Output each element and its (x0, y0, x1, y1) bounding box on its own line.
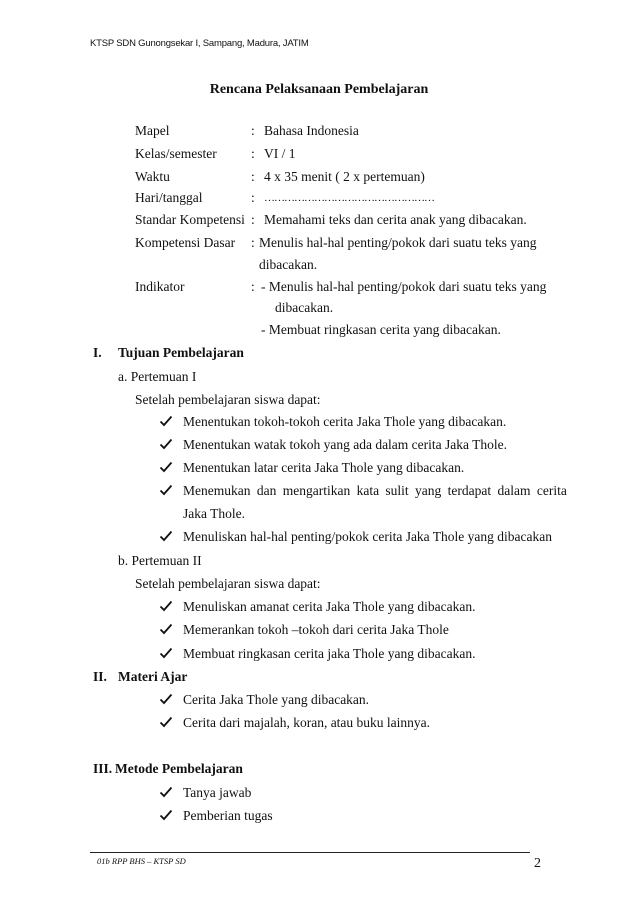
info-sep: : (251, 212, 255, 227)
objective-item: Menemukan dan mengartikan kata sulit yang terdapat dalam cerita (183, 483, 567, 498)
meeting-label-b: b. Pertemuan II (118, 553, 202, 568)
footer-text: 01b RPP BHS – KTSP SD (97, 856, 186, 866)
checkmark-icon (159, 715, 173, 729)
checkmark-icon (159, 622, 173, 636)
indikator-item-cont: dibacakan. (275, 300, 334, 315)
objective-item: Menentukan watak tokoh yang ada dalam cerita Jaka Thole. (183, 437, 508, 452)
info-label-indikator: Indikator (135, 279, 185, 294)
info-sep: : (251, 279, 255, 294)
info-label-mapel: Mapel (135, 123, 170, 138)
objective-item: Membuat ringkasan cerita jaka Thole yang dibacakan. (183, 646, 476, 661)
checkmark-icon (159, 437, 173, 451)
section-numeral: II. (93, 669, 107, 684)
checkmark-icon (159, 599, 173, 613)
objective-item-cont: Jaka Thole. (183, 506, 245, 521)
objective-item: Memerankan tokoh –tokoh dari cerita Jaka Thole (183, 622, 449, 637)
checkmark-icon (159, 808, 173, 822)
checkmark-icon (159, 460, 173, 474)
material-item: Cerita Jaka Thole yang dibacakan. (183, 692, 370, 707)
section-heading-metode: Metode Pembelajaran (115, 761, 243, 776)
checkmark-icon (159, 529, 173, 543)
method-item: Tanya jawab (183, 785, 252, 800)
footer-divider (90, 852, 530, 853)
info-label-kelas: Kelas/semester (135, 146, 217, 161)
info-value-kd: Menulis hal-hal penting/pokok dari suatu teks yang (259, 235, 537, 250)
checkmark-icon (159, 414, 173, 428)
info-sep: : (251, 146, 255, 161)
meeting-intro: Setelah pembelajaran siswa dapat: (135, 576, 321, 591)
meeting-intro: Setelah pembelajaran siswa dapat: (135, 392, 321, 407)
info-sep: : (251, 123, 255, 138)
info-label-waktu: Waktu (135, 169, 170, 184)
info-label-kd: Kompetensi Dasar (135, 235, 236, 250)
meeting-label-a: a. Pertemuan I (118, 369, 197, 384)
checkmark-icon (159, 785, 173, 799)
section-heading-materi: Materi Ajar (118, 669, 188, 684)
info-label-hari: Hari/tanggal (135, 190, 203, 205)
info-sep: : (251, 190, 255, 205)
info-value-kelas: VI / 1 (264, 146, 296, 161)
checkmark-icon (159, 692, 173, 706)
method-item: Pemberian tugas (183, 808, 273, 823)
running-header: KTSP SDN Gunongsekar I, Sampang, Madura, JATIM (90, 38, 309, 49)
checkmark-icon (159, 483, 173, 497)
material-item: Cerita dari majalah, koran, atau buku lainnya. (183, 715, 431, 730)
objective-item: Menentukan tokoh-tokoh cerita Jaka Thole yang dibacakan. (183, 414, 507, 429)
info-label-sk: Standar Kompetensi (135, 212, 245, 227)
info-value-sk: Memahami teks dan cerita anak yang dibacakan. (264, 212, 527, 227)
section-heading-tujuan: Tujuan Pembelajaran (118, 345, 244, 360)
objective-item: Menuliskan hal-hal penting/pokok cerita Jaka Thole yang dibacakan (183, 529, 553, 544)
info-value-waktu: 4 x 35 menit ( 2 x pertemuan) (264, 169, 425, 184)
info-sep: : (251, 169, 255, 184)
section-numeral: I. (93, 345, 102, 360)
indikator-item: - Membuat ringkasan cerita yang dibacakan. (261, 322, 501, 337)
objective-item: Menuliskan amanat cerita Jaka Thole yang dibacakan. (183, 599, 476, 614)
info-value-hari: …………………………………………… (264, 192, 434, 204)
objective-item: Menentukan latar cerita Jaka Thole yang dibacakan. (183, 460, 465, 475)
indikator-item: - Menulis hal-hal penting/pokok dari suatu teks yang (261, 279, 547, 294)
info-sep: : (251, 235, 255, 250)
info-value-mapel: Bahasa Indonesia (264, 123, 359, 138)
info-value-kd-cont: dibacakan. (259, 257, 318, 272)
document-title: Rencana Pelaksanaan Pembelajaran (209, 82, 429, 97)
page-number: 2 (534, 856, 541, 871)
checkmark-icon (159, 646, 173, 660)
section-numeral: III. (93, 761, 113, 776)
